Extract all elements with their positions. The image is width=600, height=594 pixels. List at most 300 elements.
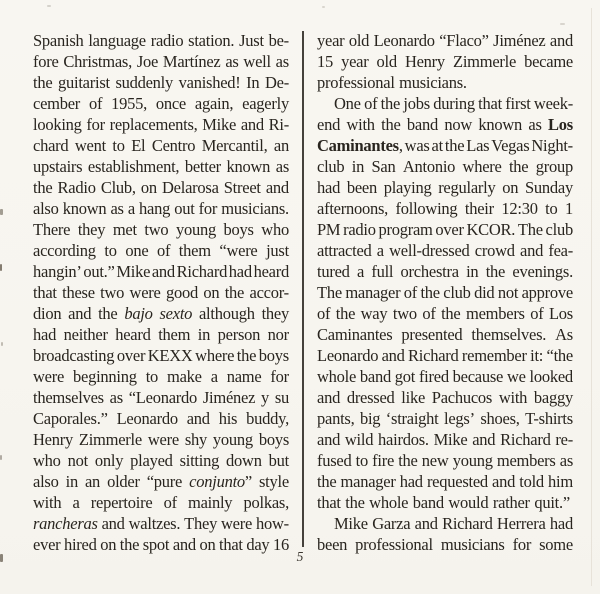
word: would [448,493,489,512]
word: an [273,136,289,155]
word: his [218,409,238,428]
text-line [33,30,289,51]
word: chard [33,136,69,155]
word: “Leonardo [128,388,198,407]
word: and [240,115,264,134]
word: KCOR. [466,220,516,239]
page-number: 5 [296,549,304,564]
word: and [317,430,341,449]
word: band [412,493,444,512]
word: to [545,199,558,218]
word: of [163,493,177,512]
word: had [399,472,423,491]
word: of [156,241,171,260]
word: the [380,94,401,113]
word: Mike [202,115,237,134]
word: better [184,157,221,176]
word: Sunday [524,178,573,197]
word: also [33,199,59,218]
word: manager [345,283,401,302]
word: buddy, [246,409,289,428]
text-line [33,114,289,135]
word: afternoons, [317,199,389,218]
word: once [155,94,187,113]
word: PM [317,220,341,239]
word: club [317,157,345,176]
word: nor [267,325,289,344]
word: musicians [440,535,505,554]
word: boys [223,220,254,239]
word: the [224,283,245,302]
word: professional [317,73,395,92]
word: vanished! [178,73,241,92]
scan-artifact-speck [0,264,2,271]
word: waltzes. [128,514,181,533]
word: sexto [159,304,193,323]
word: they [261,304,289,323]
word: As [555,325,573,344]
word: wild [344,430,374,449]
word: known [62,199,107,218]
word: evenings. [512,262,573,281]
word: their [464,199,494,218]
word: Los [548,115,573,134]
word: hangin’ [33,262,82,281]
word: “Flaco” [439,31,489,50]
word: like [401,388,426,407]
word: Vegas [491,136,530,155]
word: Richard [500,430,551,449]
scan-artifact-speck [0,554,3,562]
word: of [403,283,418,302]
word: baggy [533,388,573,407]
word: heard [253,262,289,281]
word: Radio [57,178,96,197]
word: because [452,367,504,386]
word: language [88,31,146,50]
text-line [317,366,573,387]
word: new [421,451,449,470]
word: just [266,241,289,260]
word: 1955, [111,94,147,113]
word: old [376,52,397,71]
text-line [317,387,573,408]
word: where [462,157,502,176]
word: name [226,367,262,386]
word: on [502,178,519,197]
word: Night- [531,136,573,155]
text-line [33,219,289,240]
word: One [334,94,361,113]
text-line [317,114,573,135]
word: became [524,52,573,71]
word: spot [142,535,170,554]
word: known [226,157,271,176]
word: in [65,472,78,491]
word: group [535,157,573,176]
word: and [101,514,125,533]
word: and [549,31,573,50]
word: professional [355,535,433,554]
word: that [219,535,243,554]
word: to [112,136,125,155]
word: In [246,73,260,92]
word: jobs [403,94,430,113]
scan-artifact-speck [1,342,3,346]
word: who [33,451,61,470]
word: of [422,304,436,323]
word: and [414,514,438,533]
word: we [506,367,526,386]
word: on [140,178,157,197]
word: the [33,178,53,197]
word: and [317,388,341,407]
word: year [317,31,345,50]
word: had [33,325,57,344]
word: regularly [438,178,496,197]
word: Zimmerle [78,430,142,449]
right-text-column [317,30,573,555]
word: as [275,52,289,71]
word: of [530,304,544,323]
word: to [104,241,117,260]
word: shoes, [480,409,520,428]
word: according [33,241,96,260]
word: requested [426,472,488,491]
word: Caminantes, [317,136,403,155]
text-line [33,471,289,492]
word: members [496,451,556,470]
word: and [68,304,92,323]
word: re- [555,430,573,449]
word: boys [258,346,289,365]
word: big [359,409,381,428]
left-text-column [33,30,289,555]
word: hang [139,199,171,218]
scan-artifact-speck [0,455,2,460]
word: program [378,220,433,239]
word: Caminantes [317,325,393,344]
word: upstairs [33,157,83,176]
word: heard [115,325,151,344]
text-line [33,240,289,261]
word: radio [343,220,376,239]
word: hairdos. [378,430,429,449]
word: establishment, [87,157,180,176]
word: and [520,241,544,260]
word: Los [548,304,573,323]
text-line [317,324,573,345]
word: an [84,472,101,491]
word: young [175,220,216,239]
word: first [505,94,531,113]
word: Ri- [268,115,289,134]
word: fore [33,52,59,71]
word: two [392,304,417,323]
word: and [186,409,210,428]
word: two [144,220,169,239]
word: style [259,472,289,491]
word: them [178,241,211,260]
word: El [131,136,146,155]
word: KEXX [147,346,193,365]
word: told [519,472,544,491]
word: club [443,283,471,302]
word: tured [317,262,350,281]
word: Herrera [496,514,546,533]
word: but [268,451,289,470]
word: went [74,136,106,155]
word: Leonardo [116,409,178,428]
word: not [497,283,519,302]
word: looking [33,115,82,134]
word: Richard [176,262,228,281]
word: as [225,52,239,71]
word: year [341,52,369,71]
word: a [127,199,135,218]
word: station. [188,31,235,50]
word: as [275,157,289,176]
word: Pachucos [431,388,493,407]
word: where [195,346,235,365]
word: neither [63,325,108,344]
word: Leonardo [373,31,435,50]
text-line [33,156,289,177]
word: There [33,220,71,239]
word: guitarist [58,73,110,92]
word: for [86,115,105,134]
word: bajo [124,304,153,323]
word: “pure [146,472,183,491]
word: the [444,136,465,155]
text-line [317,93,573,114]
word: Henry [404,52,445,71]
word: them [158,325,191,344]
text-line [33,366,289,387]
word: “the [546,346,573,365]
word: on [199,535,216,554]
text-line [33,51,289,72]
word: replacements, [109,115,198,134]
word: how- [256,514,289,533]
word: of [364,94,378,113]
word: band [359,367,391,386]
text-line [317,261,573,282]
word: Antonio [402,157,456,176]
text-line [33,513,289,534]
word: Caporales.” [33,409,108,428]
word: old [348,31,370,50]
word: the [98,304,118,323]
word: been [317,535,348,554]
word: mainly [187,493,233,512]
word: playing [383,178,432,197]
word: the [420,283,440,302]
word: musicians. [399,73,467,92]
word: at [431,136,443,155]
word: full [371,262,394,281]
text-line [33,345,289,366]
word: manager [340,472,396,491]
word: Richard [408,346,459,365]
text-line [33,450,289,471]
word: on [203,283,220,302]
word: him [548,472,573,491]
text-line [33,177,289,198]
text-line [317,51,573,72]
word: whole [369,493,409,512]
word: out.” [83,262,115,281]
word: in [351,157,365,176]
word: be- [268,31,289,50]
word: the [345,493,365,512]
word: Leonardo [317,346,379,365]
word: although [198,304,255,323]
word: sitting [179,451,220,470]
word: ever [33,535,61,554]
word: suddenly [115,73,174,92]
word: and [151,262,175,281]
word: well-dressed [389,241,470,260]
word: dion [33,304,62,323]
word: for [270,367,289,386]
word: a [72,493,80,512]
word: Garza [372,514,411,533]
text-line [317,135,573,156]
word: quit.” [534,493,570,512]
word: and [381,346,405,365]
text-line [317,156,573,177]
word: accor- [249,283,289,302]
scan-artifact-speck [47,5,51,7]
word: not [67,451,88,470]
word: had [317,178,341,197]
word: Zimmerle [452,52,517,71]
word: and [472,430,496,449]
word: De- [264,73,289,92]
word: Club, [100,178,136,197]
word: Spanish [33,31,84,50]
word: whole [317,367,357,386]
word: had [549,514,573,533]
word: “were [219,241,258,260]
word: and [172,535,196,554]
word: also [33,472,59,491]
word: band [406,115,438,134]
word: some [539,535,573,554]
word: a [210,367,218,386]
text-line [33,408,289,429]
word: Delarosa [162,178,219,197]
word: out [174,199,195,218]
word: fired [418,367,449,386]
word: were [129,283,161,302]
text-line [33,324,289,345]
word: good [165,283,198,302]
word: 12:30 [501,199,538,218]
word: they [77,220,106,239]
word: Christmas, [63,52,132,71]
word: and [492,472,516,491]
word: make [167,367,202,386]
word: were [147,430,179,449]
word: were [221,514,253,533]
word: young [452,451,493,470]
word: on [100,535,117,554]
word: that [33,283,57,302]
word: Jiménez [493,31,546,50]
text-line [317,345,573,366]
word: fea- [548,241,573,260]
word: were [33,367,65,386]
word: one [125,241,149,260]
text-line [317,72,573,93]
word: again, [194,94,234,113]
text-line [317,429,573,450]
text-line [33,429,289,450]
word: members [466,304,525,323]
word: Henry [33,430,73,449]
word: 15 [317,52,333,71]
word: Centro [151,136,196,155]
word: the [33,73,53,92]
word: played [130,451,173,470]
word: They [184,514,218,533]
word: for [198,199,218,218]
word: over [435,220,464,239]
word: The [317,283,342,302]
word: dressed [346,388,395,407]
word: hired [63,535,97,554]
word: Mike [116,262,151,281]
word: known [478,115,523,134]
word: 1 [564,199,573,218]
word: pants, [317,409,355,428]
text-line [33,387,289,408]
text-line [317,282,573,303]
word: broadcasting [33,346,115,365]
word: su [274,388,289,407]
word: as [559,451,573,470]
word: Jiménez [202,388,256,407]
word: the [119,535,140,554]
text-line [33,492,289,513]
word: Mercantil, [201,136,268,155]
word: as [110,199,124,218]
word: the [485,262,506,281]
word: with [33,493,62,512]
text-line [317,471,573,492]
word: it: [530,346,544,365]
word: was [404,136,430,155]
word: Mike [433,430,468,449]
word: young [212,430,253,449]
word: only [94,451,124,470]
word: as [528,115,542,134]
word: older [107,472,140,491]
word: the [441,304,461,323]
text-line [317,513,573,534]
word: the [335,304,356,323]
word: repertoire [90,493,153,512]
text-line [317,303,573,324]
word: themselves. [471,325,547,344]
word: cember [33,94,81,113]
word: approve [521,283,573,302]
word: in [466,262,479,281]
word: beginning [73,367,137,386]
text-line [33,93,289,114]
